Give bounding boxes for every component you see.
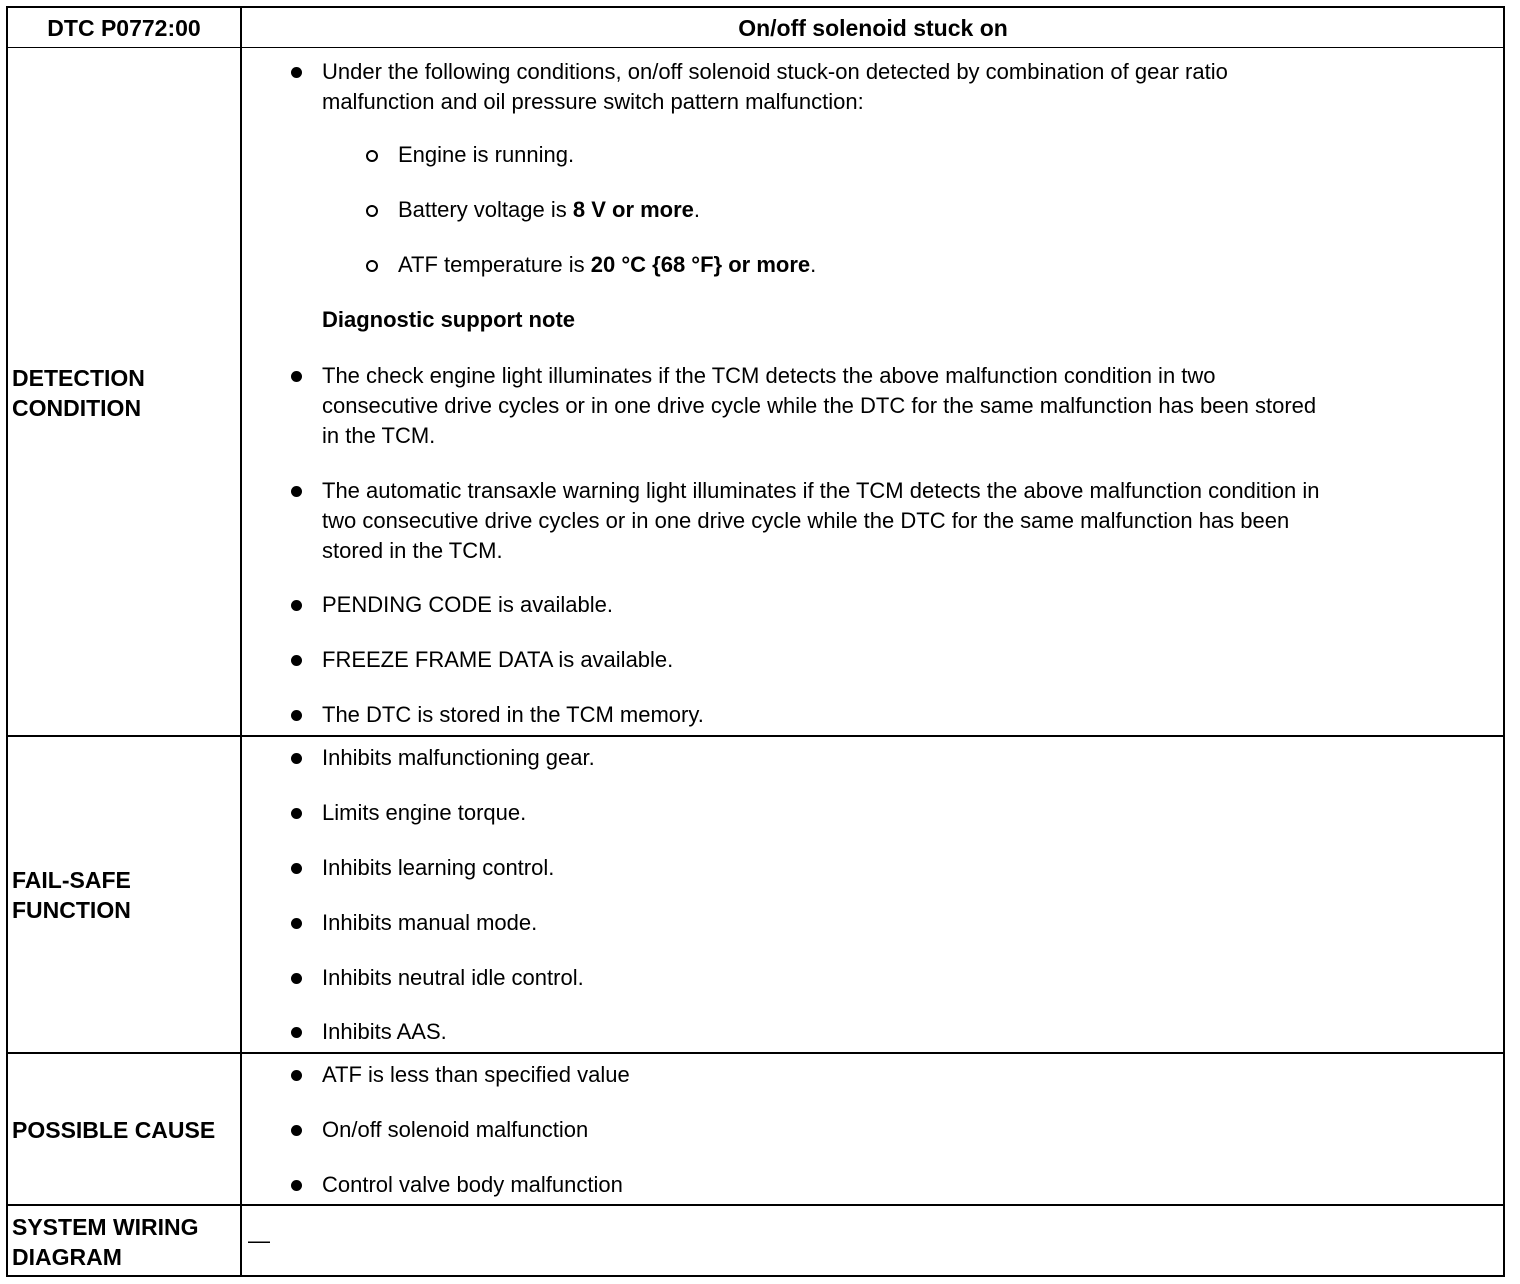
failsafe-label-line2: FUNCTION [12,897,131,923]
failsafe-label [12,865,131,925]
detection-label-line1: DETECTION [12,365,145,391]
column-divider [240,6,242,1277]
bullet-icon [291,1027,302,1038]
bullet-icon [291,1125,302,1136]
value-bold: 8 V or more [572,197,694,222]
failsafe-item: Inhibits AAS. [322,1019,447,1044]
text-line: Under the following conditions, on/off solenoid stuck-on detected by combination of gear ratio [322,59,1228,84]
text-line: The automatic transaxle warning light illuminates if the TCM detects the above malfunction condition in [322,478,1320,503]
bullet-icon [291,918,302,929]
bullet-icon [291,371,302,382]
note-heading: Diagnostic support note [322,307,575,332]
bullet-icon [291,1180,302,1191]
condition-item [398,250,816,280]
wiring-label-line1: SYSTEM WIRING [12,1214,199,1240]
value-bold: 20 °C {68 °F} or more [590,252,811,277]
detection-item [322,57,1228,117]
text-span: Battery voltage is [398,197,573,222]
bullet-icon [291,808,302,819]
bullet-icon [291,710,302,721]
dtc-title: On/off solenoid stuck on [738,15,1008,41]
condition-item: Engine is running. [398,142,575,167]
row-divider [6,47,1505,48]
failsafe-item: Limits engine torque. [322,800,527,825]
row-divider [6,1052,1505,1054]
text-line: in the TCM. [322,423,436,448]
text-line: two consecutive drive cycles or in one drive cycle while the DTC for the same malfunction has been [322,508,1290,533]
cause-label: POSSIBLE CAUSE [12,1117,216,1143]
circle-bullet-icon [366,260,378,272]
dtc-table [6,6,1505,1277]
failsafe-item: Inhibits learning control. [322,855,555,880]
cause-item: Control valve body malfunction [322,1172,623,1197]
bullet-icon [291,655,302,666]
circle-bullet-icon [366,150,378,162]
wiring-label [12,1212,199,1272]
detection-label [12,363,145,423]
failsafe-item: Inhibits neutral idle control. [322,965,584,990]
text-span: . [693,197,701,222]
bullet-icon [291,486,302,497]
detection-label-line2: CONDITION [12,395,142,421]
bullet-icon [291,753,302,764]
wiring-value: — [248,1228,270,1253]
note-item: FREEZE FRAME DATA is available. [322,647,674,672]
note-item [322,361,1316,451]
note-item: PENDING CODE is available. [322,592,613,617]
note-item [322,476,1319,566]
cause-item: On/off solenoid malfunction [322,1117,589,1142]
cause-item: ATF is less than specified value [322,1062,630,1087]
bullet-icon [291,863,302,874]
row-divider [6,1204,1505,1206]
failsafe-item: Inhibits malfunctioning gear. [322,745,595,770]
note-item: The DTC is stored in the TCM memory. [322,702,704,727]
failsafe-item: Inhibits manual mode. [322,910,538,935]
circle-bullet-icon [366,205,378,217]
wiring-label-line2: DIAGRAM [12,1244,122,1270]
text-line: malfunction and oil pressure switch pattern malfunction: [322,89,864,114]
text-span: . [810,252,817,277]
bullet-icon [291,1070,302,1081]
bullet-icon [291,973,302,984]
condition-item [398,195,700,225]
text-line: consecutive drive cycles or in one drive cycle while the DTC for the same malfunction has been stored [322,393,1317,418]
failsafe-label-line1: FAIL-SAFE [12,867,131,893]
text-span: ATF temperature is [398,252,591,277]
bullet-icon [291,600,302,611]
text-line: stored in the TCM. [322,538,503,563]
bullet-icon [291,67,302,78]
text-line: The check engine light illuminates if the TCM detects the above malfunction condition in two [322,363,1216,388]
row-divider [6,735,1505,737]
dtc-code: DTC P0772:00 [47,15,201,41]
